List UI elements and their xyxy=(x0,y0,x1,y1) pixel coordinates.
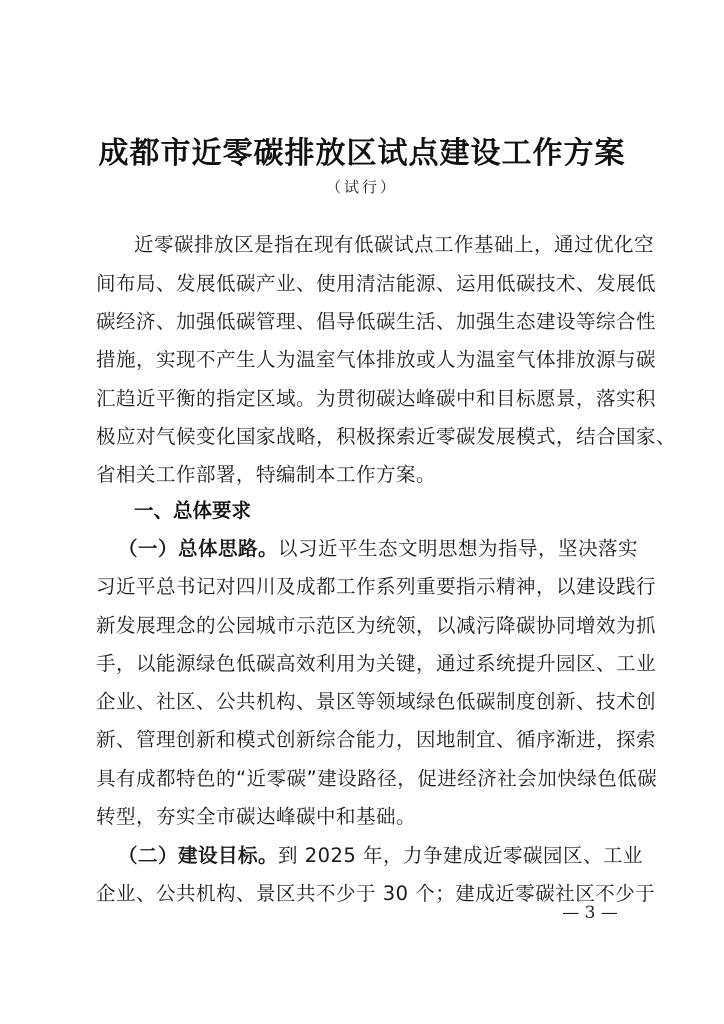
subsection-label: （二）建设目标。 xyxy=(118,844,279,867)
paragraph-line: 手，以能源绿色低碳高效利用为关键，通过系统提升园区、工业 xyxy=(96,652,657,675)
subsection-text: 到 2025 年，力争建成近零碳园区、工业 xyxy=(278,844,644,867)
subsection-text: 以习近平生态文明思想为指导，坚决落实 xyxy=(278,537,639,560)
paragraph-line: 企业、社区、公共机构、景区等领域绿色低碳制度创新、技术创 xyxy=(96,690,657,713)
paragraph-line: 新、管理创新和模式创新综合能力，因地制宜、循序渐进，探索 xyxy=(96,728,657,751)
paragraph-line: 碳经济、加强低碳管理、倡导低碳生活、加强生态建设等综合性 xyxy=(96,310,657,333)
document-subtitle: （试行） xyxy=(325,178,398,196)
paragraph-line: 汇趋近平衡的指定区域。为贯彻碳达峰碳中和目标愿景，落实积 xyxy=(96,387,657,410)
paragraph-line: 省相关工作部署，特编制本工作方案。 xyxy=(96,463,437,486)
paragraph-line: 极应对气候变化国家战略，积极探索近零碳发展模式，结合国家、 xyxy=(96,425,677,448)
subsection-first-line xyxy=(118,841,644,871)
paragraph-line: 转型，夯实全市碳达峰碳中和基础。 xyxy=(96,805,417,828)
paragraph-line: 习近平总书记对四川及成都工作系列重要指示精神，以建设践行 xyxy=(96,575,657,598)
paragraph-line: 具有成都特色的“近零碳”建设路径，促进经济社会加快绿色低碳 xyxy=(96,767,658,790)
subsection-first-line xyxy=(118,534,639,564)
section-heading: 一、总体要求 xyxy=(134,499,252,522)
document-title: 成都市近零碳排放区试点建设工作方案 xyxy=(98,136,626,171)
paragraph-line: 近零碳排放区是指在现有低碳试点工作基础上，通过优化空 xyxy=(134,233,655,256)
page-number: — 3 — xyxy=(562,903,618,923)
paragraph-line: 新发展理念的公园城市示范区为统领，以减污降碳协同增效为抓 xyxy=(96,614,657,637)
subsection-label: （一）总体思路。 xyxy=(118,537,279,560)
paragraph-line: 措施，实现不产生人为温室气体排放或人为温室气体排放源与碳 xyxy=(96,348,657,371)
paragraph-line: 企业、公共机构、景区共不少于 30 个；建成近零碳社区不少于 xyxy=(96,882,656,905)
paragraph-line: 间布局、发展低碳产业、使用清洁能源、运用低碳技术、发展低 xyxy=(96,272,657,295)
